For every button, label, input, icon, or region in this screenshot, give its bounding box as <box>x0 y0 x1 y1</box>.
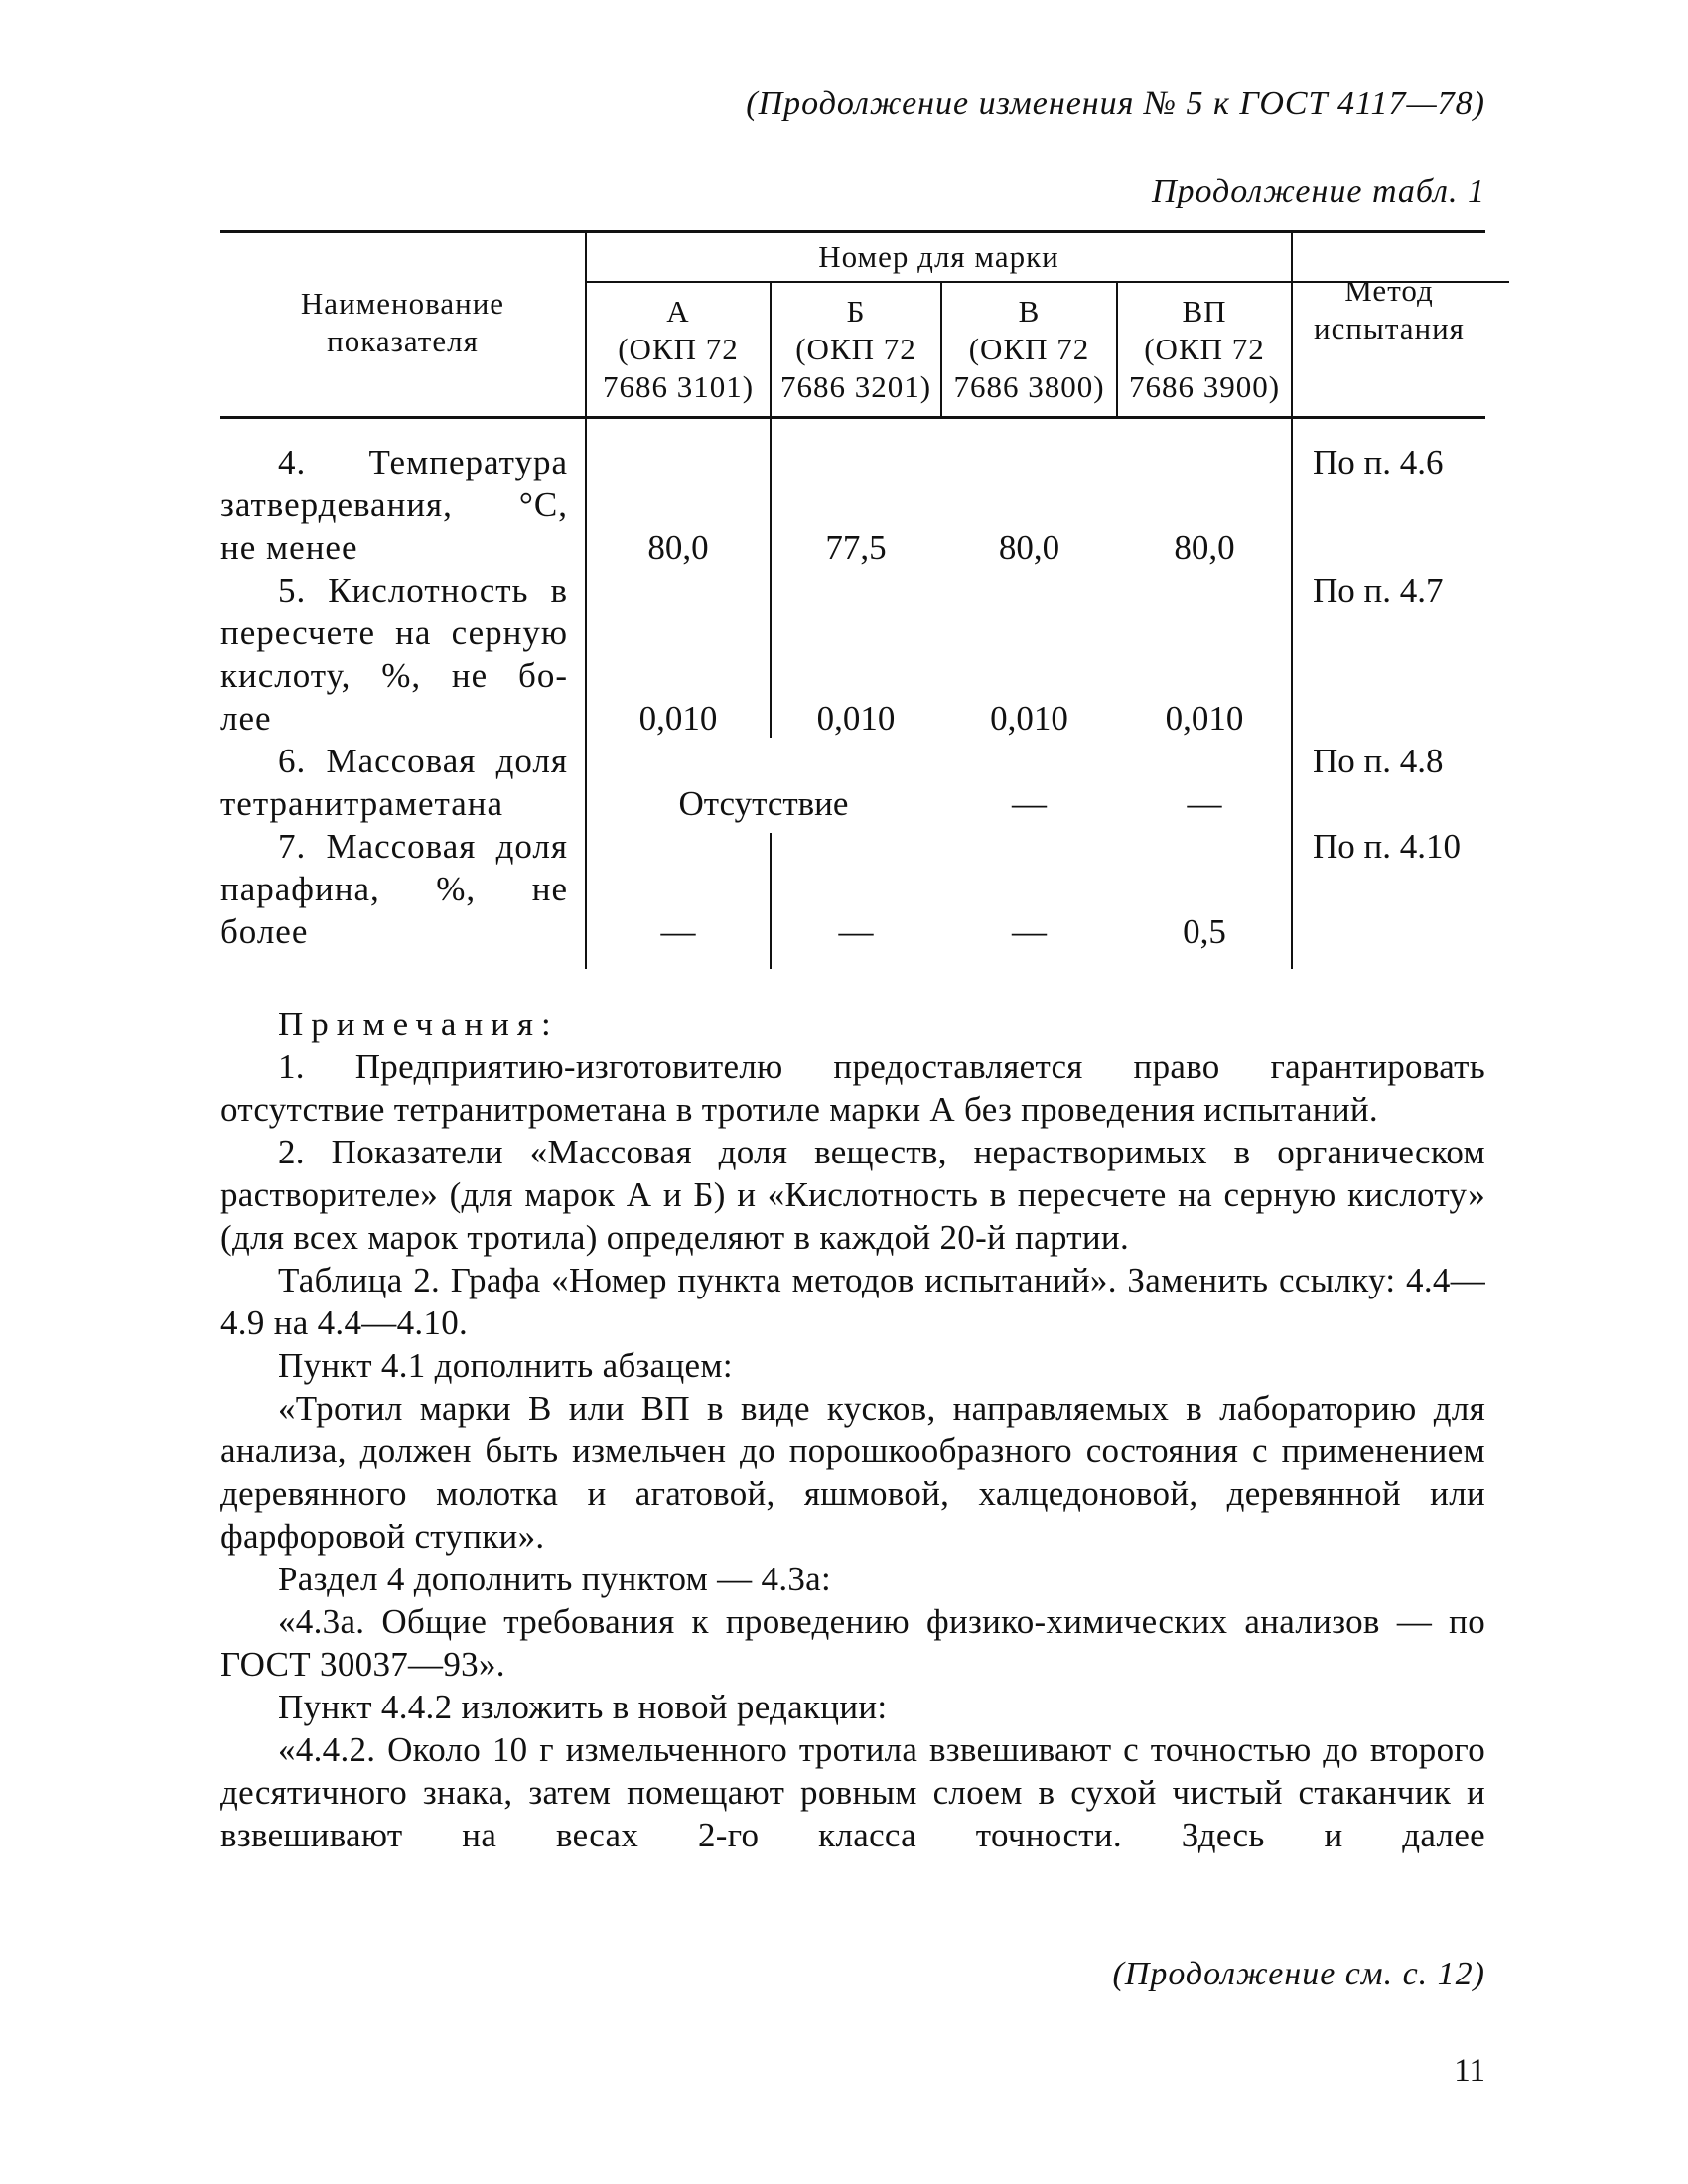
row-5-name-line-1: 5. Кислотность в <box>278 571 568 610</box>
paragraph-clause-4-4-2: Пункт 4.4.2 изложить в новой редакции: <box>278 1688 888 1726</box>
running-head: (Продолжение изменения № 5 к ГОСТ 4117—78) <box>746 85 1485 122</box>
body-text <box>220 1003 1485 1856</box>
row-7-value-b: — <box>838 912 874 951</box>
row-7-value-vp: 0,5 <box>1183 912 1226 951</box>
paragraph-clause-4-1-text: «Тротил марки В или ВП в виде кусков, направляемых в лабораторию для анализа, должен быть измельчен до порошкообразного состояния с применением деревянного молотка и агатовой, яшмовой, халцедоновой, деревянной или фарфоровой ступки». <box>220 1389 1485 1556</box>
grade-v-okp: (ОКП 72 <box>968 332 1090 366</box>
grade-v-code: 7686 3800) <box>953 369 1105 404</box>
paragraph-clause-4-4-2-text: «4.4.2. Около 10 г измельченного тротила взвешивают с точностью до второго десятичного знака, затем помещают ровным слоем в сухой чистый стаканчик и взвешивают на весах 2-го класса точности. Здесь и далее <box>220 1730 1485 1854</box>
table-top-rule <box>220 230 1485 233</box>
table-caption: Продолжение табл. 1 <box>1151 173 1485 209</box>
row-6-name <box>220 740 568 825</box>
header-bottom-rule <box>220 416 1485 419</box>
paragraph-clause-4-1: Пункт 4.1 дополнить абзацем: <box>278 1346 733 1385</box>
note-2: 2. Показатели «Массовая доля веществ, нерастворимых в органическом растворителе» (для марок А и Б) и «Кислотность в пересчете на серную кислоту» (для всех марок тротила) определяют в каждой 20-й партии. <box>220 1133 1485 1257</box>
grade-b-code: 7686 3201) <box>779 369 932 404</box>
row-4-value-b: 77,5 <box>825 528 887 567</box>
row-7-name-line-2: парафина, %, не <box>220 870 568 908</box>
grade-b-letter: Б <box>846 294 866 329</box>
grade-vp-code: 7686 3900) <box>1128 369 1281 404</box>
header-test-method-text: Метод испытания <box>1314 273 1465 345</box>
document-page <box>220 0 1485 2184</box>
grade-a-letter: А <box>666 294 690 329</box>
page-number: 11 <box>1454 2053 1485 2089</box>
header-test-method <box>1293 260 1485 359</box>
row-5-value-vp: 0,010 <box>1165 699 1244 738</box>
paragraph-table-2: Таблица 2. Графа «Номер пункта методов испытаний». Заменить ссылку: 4.4—4.9 на 4.4—4.10. <box>220 1261 1485 1342</box>
grade-a-code: 7686 3101) <box>602 369 755 404</box>
col-rule-grade-a-body-1 <box>770 416 772 738</box>
row-4-value-v: 80,0 <box>998 528 1060 567</box>
grade-vp-okp: (ОКП 72 <box>1144 332 1265 366</box>
row-4-name-line-1: 4. Температура <box>278 443 568 481</box>
row-5-method: По п. 4.7 <box>1313 571 1444 610</box>
row-6-method: По п. 4.8 <box>1313 742 1444 780</box>
paragraph-section-4: Раздел 4 дополнить пунктом — 4.3а: <box>278 1560 832 1598</box>
header-grade-group: Номер для марки <box>818 239 1059 274</box>
header-indicator-name-text: Наименование показателя <box>300 286 505 358</box>
grade-v-letter: В <box>1018 294 1041 329</box>
row-5-name <box>220 569 568 740</box>
row-5-name-line-4: лее <box>220 699 272 738</box>
row-6-value-vp: — <box>1187 784 1222 823</box>
note-1: 1. Предприятию-изготовителю предоставляется право гарантировать отсутствие тетранитрометана в тротиле марки А без проведения испытаний. <box>220 1047 1485 1129</box>
grade-a-okp: (ОКП 72 <box>618 332 739 366</box>
row-4-name-line-2: затвердевания, °С, <box>220 485 568 524</box>
row-5-name-line-3: кислоту, %, не бо- <box>220 656 568 695</box>
row-5-value-b: 0,010 <box>816 699 896 738</box>
row-7-name <box>220 825 568 953</box>
row-4-name <box>220 441 568 569</box>
row-7-value-v: — <box>1012 912 1047 951</box>
header-grade-vp <box>1118 284 1291 415</box>
row-4-value-a: 80,0 <box>647 528 709 567</box>
row-5-value-v: 0,010 <box>990 699 1068 738</box>
row-7-name-line-3: более <box>220 912 309 951</box>
row-4-value-vp: 80,0 <box>1174 528 1235 567</box>
row-7-method: По п. 4.10 <box>1313 827 1462 866</box>
specs-table <box>220 230 1485 969</box>
row-5-name-line-2: пересчете на серную <box>220 614 568 652</box>
header-grade-b <box>772 284 940 415</box>
row-4-name-line-3: не менее <box>220 528 358 567</box>
header-grade-v <box>942 284 1116 415</box>
row-5-value-a: 0,010 <box>638 699 718 738</box>
row-7-name-line-1: 7. Массовая доля <box>278 827 568 866</box>
row-7-value-a: — <box>660 912 696 951</box>
row-6-name-line-2: тетранитраметана <box>220 784 504 823</box>
notes-heading: Примечания: <box>278 1005 559 1043</box>
paragraph-clause-4-3a: «4.3а. Общие требования к проведению физико-химических анализов — по ГОСТ 30037—93». <box>220 1602 1485 1684</box>
header-grade-a <box>587 284 770 415</box>
row-6-value-v: — <box>1012 784 1047 823</box>
row-6-name-line-1: 6. Массовая доля <box>278 742 568 780</box>
row-6-value-a-b-merged: Отсутствие <box>678 784 849 823</box>
row-4-method: По п. 4.6 <box>1313 443 1444 481</box>
continuation-note: (Продолжение см. с. 12) <box>1112 1956 1485 1992</box>
grade-vp-letter: ВП <box>1182 294 1227 329</box>
header-indicator-name <box>220 278 585 367</box>
grade-b-okp: (ОКП 72 <box>795 332 916 366</box>
